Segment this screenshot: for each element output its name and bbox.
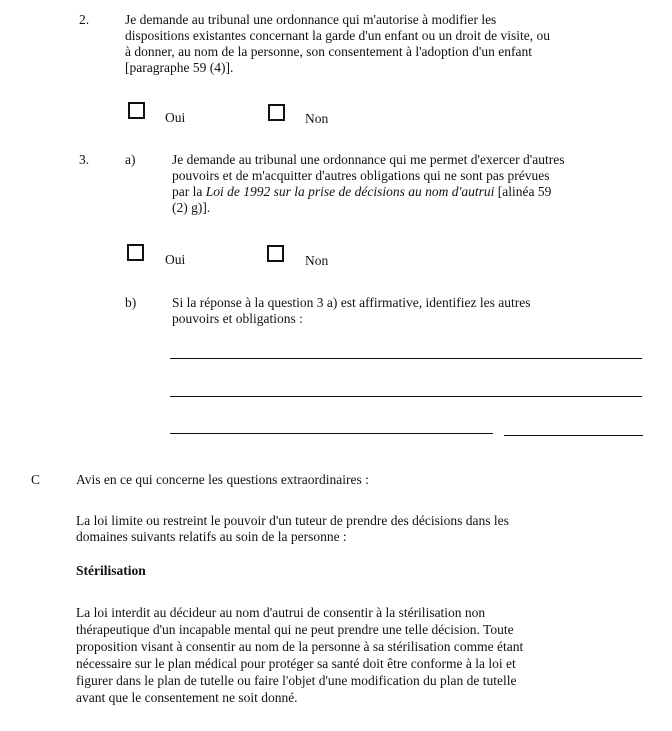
sterilisation-line: thérapeutique d'un incapable mental qui ne peut prendre une telle décision. Toute xyxy=(76,622,514,637)
section-c-intro-line: La loi limite ou restreint le pouvoir d'un tuteur de prendre des décisions dans les xyxy=(76,513,509,528)
sterilisation-line: La loi interdit au décideur au nom d'autrui de consentir à la stérilisation non xyxy=(76,605,486,620)
question-3a-line: pouvoirs et de m'acquitter d'autres obligations qui ne sont pas prévues xyxy=(172,168,550,183)
question-3a-non-label: Non xyxy=(305,253,329,268)
sterilisation-line: proposition visant à consentir au nom de la personne à sa stérilisation comme étant xyxy=(76,639,524,654)
question-2-line: [paragraphe 59 (4)]. xyxy=(125,60,234,75)
sterilisation-line: avant que le consentement ne soit donné. xyxy=(76,690,298,705)
question-2-non-label: Non xyxy=(305,111,329,126)
answer-line-2[interactable] xyxy=(170,396,642,397)
question-3a-line3-pre: par la xyxy=(172,184,206,199)
section-c-intro xyxy=(76,513,656,545)
sterilisation-line: figurer dans le plan de tutelle ou faire l'objet d'une modification du plan de tutelle xyxy=(76,673,517,688)
question-2-non-checkbox[interactable] xyxy=(268,104,285,121)
question-3a-line3-post: [alinéa 59 xyxy=(494,184,552,199)
question-3a-text xyxy=(172,152,662,216)
section-c-letter: C xyxy=(31,472,41,487)
question-3b-text xyxy=(172,295,662,327)
section-c-intro-line: domaines suivants relatifs au soin de la personne : xyxy=(76,529,347,544)
question-3a-non-checkbox[interactable] xyxy=(267,245,284,262)
sterilisation-line: nécessaire sur le plan médical pour protéger sa santé doit être conforme à la loi et xyxy=(76,656,516,671)
question-2-text xyxy=(125,12,665,76)
question-3a-line: (2) g)]. xyxy=(172,200,211,215)
section-c-heading: Avis en ce qui concerne les questions extraordinaires : xyxy=(76,472,369,487)
sterilisation-heading: Stérilisation xyxy=(76,563,146,578)
question-2-line: Je demande au tribunal une ordonnance qui m'autorise à modifier les xyxy=(125,12,497,27)
question-3a-label: a) xyxy=(125,152,136,167)
answer-line-1[interactable] xyxy=(170,358,642,359)
question-2-number: 2. xyxy=(79,12,90,27)
answer-line-4[interactable] xyxy=(504,435,643,436)
question-2-line: dispositions existantes concernant la garde d'un enfant ou un droit de visite, ou xyxy=(125,28,550,43)
question-3b-line: Si la réponse à la question 3 a) est affirmative, identifiez les autres xyxy=(172,295,531,310)
question-2-oui-checkbox[interactable] xyxy=(128,102,145,119)
question-2-oui-label: Oui xyxy=(165,110,186,125)
question-3b-line: pouvoirs et obligations : xyxy=(172,311,303,326)
question-3a-oui-checkbox[interactable] xyxy=(127,244,144,261)
sterilisation-body xyxy=(76,604,661,706)
question-2-line: à donner, au nom de la personne, son consentement à l'adoption d'un enfant xyxy=(125,44,532,59)
law-title: Loi de 1992 sur la prise de décisions au nom d'autrui xyxy=(205,184,495,199)
question-3a-line: Je demande au tribunal une ordonnance qui me permet d'exercer d'autres xyxy=(172,152,565,167)
question-3a-oui-label: Oui xyxy=(165,252,186,267)
answer-line-3[interactable] xyxy=(170,433,493,434)
question-3-number: 3. xyxy=(79,152,90,167)
question-3a-line xyxy=(172,184,662,200)
question-3b-label: b) xyxy=(125,295,137,310)
